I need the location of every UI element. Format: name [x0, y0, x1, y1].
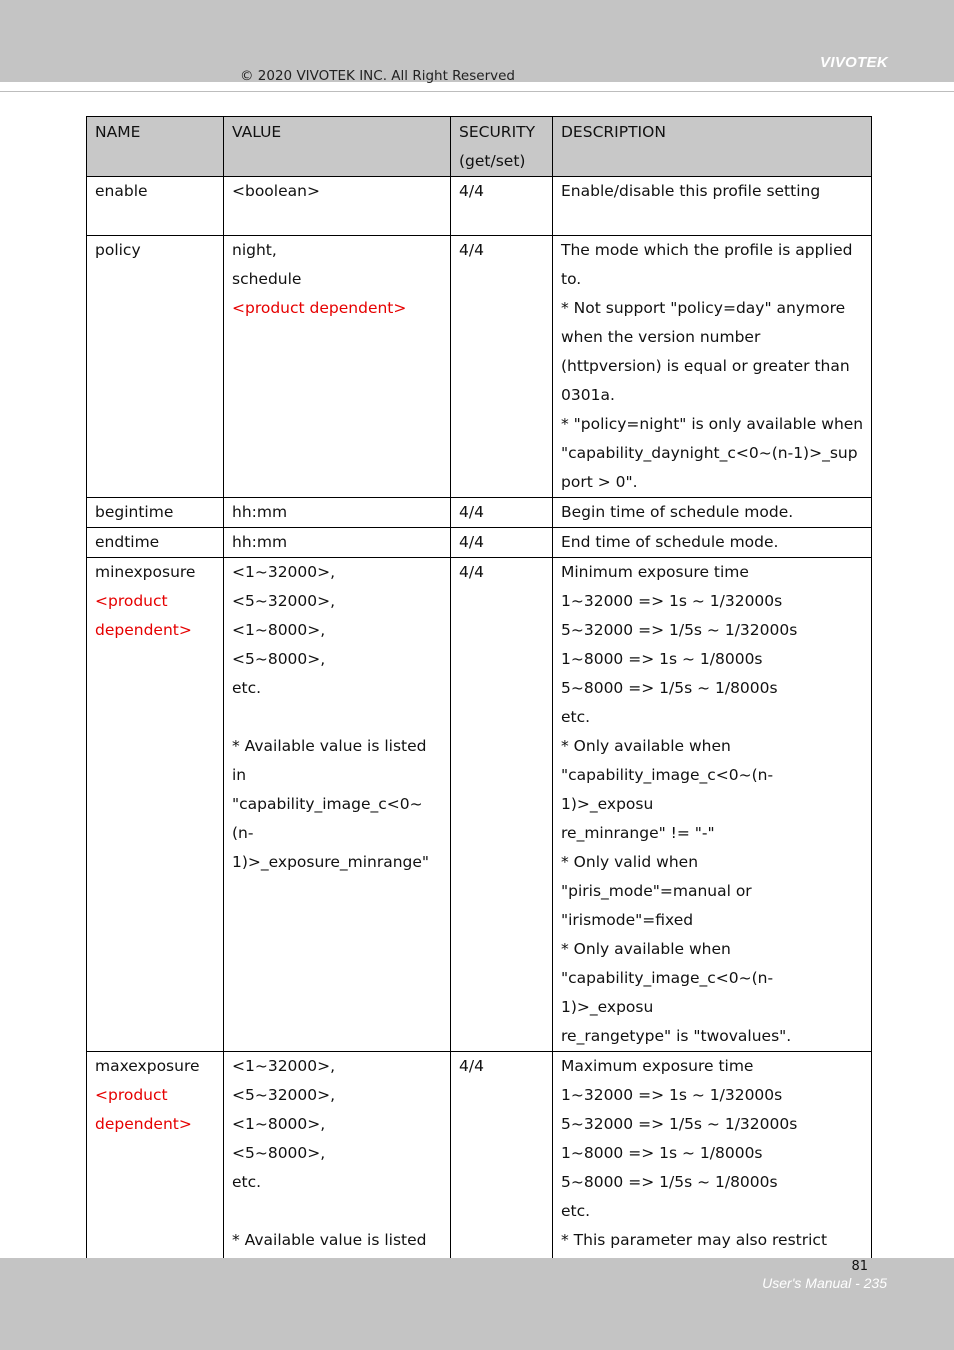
footer-band — [0, 1258, 954, 1350]
cell-value: hh:mm — [224, 528, 451, 558]
cell-name — [87, 558, 224, 1052]
param-name: maxexposure — [95, 1057, 200, 1075]
table-row — [87, 558, 872, 1052]
param-name: enable — [95, 182, 148, 200]
cell-description: Begin time of schedule mode. — [553, 498, 872, 528]
table-row — [87, 1052, 872, 1285]
cell-name — [87, 528, 224, 558]
cell-value: <boolean> — [224, 177, 451, 236]
param-name: minexposure — [95, 563, 196, 581]
value-text: night, schedule — [232, 241, 302, 288]
manual-page-reference: User's Manual - 235 — [762, 1275, 887, 1291]
cell-security: 4/4 — [451, 558, 553, 1052]
cell-security: 4/4 — [451, 236, 553, 498]
cell-description: Maximum exposure time 1~32000 => 1s ~ 1/32000s 5~32000 => 1/5s ~ 1/32000s 1~8000 => 1s ~ 1/8000s 5~8000 => 1/5s ~ 1/8000s etc. * This parameter may also restrict — [553, 1052, 872, 1285]
cell-description: End time of schedule mode. — [553, 528, 872, 558]
cell-description: Enable/disable this profile setting — [553, 177, 872, 236]
cell-description: The mode which the profile is applied to. * Not support "policy=day" anymore when the version number (httpversion) is equal or greater than 0301a. * "policy=night" is only available when "capability_daynight_c<0~(n-1)>_sup port > 0". — [553, 236, 872, 498]
cell-name — [87, 1052, 224, 1285]
product-dependent-note: <product dependent> — [95, 1086, 192, 1133]
column-header-value: VALUE — [224, 117, 451, 177]
cell-security: 4/4 — [451, 498, 553, 528]
cell-description: Minimum exposure time 1~32000 => 1s ~ 1/32000s 5~32000 => 1/5s ~ 1/32000s 1~8000 => 1s ~ 1/8000s 5~8000 => 1/5s ~ 1/8000s etc. * Only available when "capability_image_c<0~(n-1)>_exposu re_minrange" != "-" * Only valid when "piris_mode"=manual or "irismode"=fixed * Only available when "capability_image_c<0~(n-1)>_exposu re_rangetype" is "twovalues". — [553, 558, 872, 1052]
table-row — [87, 177, 872, 236]
table-header-row — [87, 117, 872, 177]
cell-value: <1~32000>, <5~32000>, <1~8000>, <5~8000>, etc. * Available value is listed in "capability_image_c<0~(n- 1)>_exposure_minrange" — [224, 558, 451, 1052]
param-name: policy — [95, 241, 141, 259]
cell-value — [224, 236, 451, 498]
cell-name — [87, 236, 224, 498]
column-header-security: SECURITY (get/set) — [451, 117, 553, 177]
product-dependent-note: <product dependent> — [95, 592, 192, 639]
cell-security: 4/4 — [451, 528, 553, 558]
column-header-name: NAME — [87, 117, 224, 177]
param-name: endtime — [95, 533, 160, 551]
page-number: 81 — [851, 1259, 868, 1274]
cell-value: hh:mm — [224, 498, 451, 528]
product-dependent-note: <product dependent> — [232, 299, 407, 317]
param-name: begintime — [95, 503, 174, 521]
cell-security: 4/4 — [451, 177, 553, 236]
cell-name — [87, 177, 224, 236]
cell-name — [87, 498, 224, 528]
header-divider — [0, 91, 954, 92]
cell-security: 4/4 — [451, 1052, 553, 1285]
column-header-description: DESCRIPTION — [553, 117, 872, 177]
parameter-table — [86, 116, 872, 1285]
cell-value: <1~32000>, <5~32000>, <1~8000>, <5~8000>, etc. * Available value is listed — [224, 1052, 451, 1285]
brand-logo: VIVOTEK — [820, 54, 888, 71]
table-row — [87, 528, 872, 558]
copyright-notice: © 2020 VIVOTEK INC. All Right Reserved — [240, 68, 515, 84]
table-row — [87, 498, 872, 528]
table-row — [87, 236, 872, 498]
